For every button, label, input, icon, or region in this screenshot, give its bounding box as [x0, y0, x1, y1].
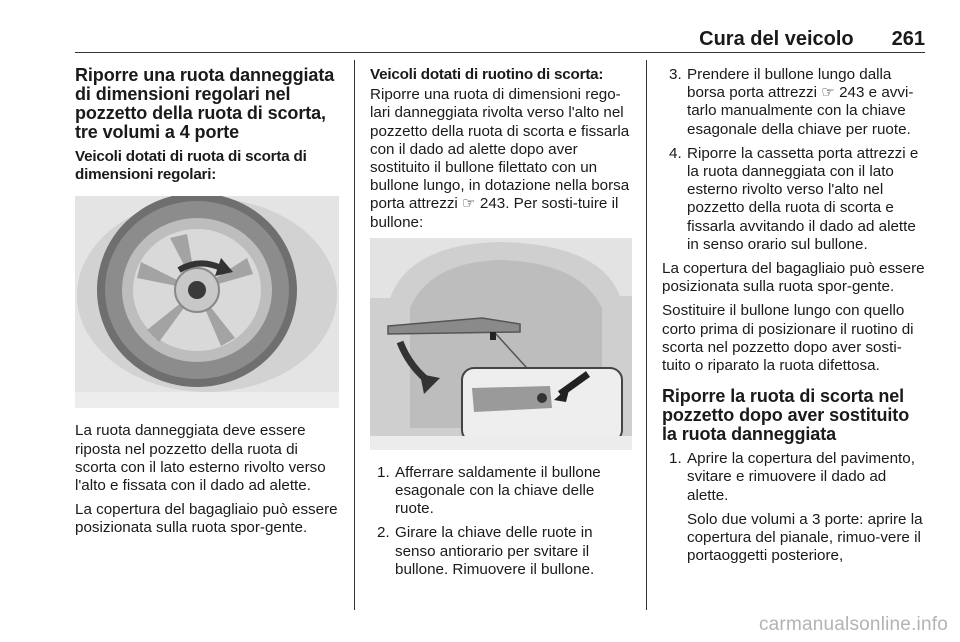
header-rule	[75, 52, 925, 53]
list-item-continuation: Solo due volumi a 3 porte: aprire la copertura del pianale, rimuo-vere il portaoggetti posteriore,	[687, 510, 923, 565]
paragraph-2: La copertura del bagagliaio può essere posizionata sulla ruota spor-gente.	[75, 501, 338, 537]
list-item: 1. Aprire la copertura del pavimento, svitare e rimuovere il dado ad alette. Solo due volumi a 3 porte: aprire la copertura del pianale, rimuo-vere il portaoggetti posteriore,	[662, 450, 926, 565]
intro-text-end: . Per sosti-tuire il bullone:	[370, 195, 619, 231]
paragraph-4: Sostituire il bullone lungo con quello corto prima di posizionare il ruotino di scorta nel pozzetto dopo aver sosti-tuito o riparato la ruota difettosa.	[662, 302, 914, 375]
page-number: 261	[891, 28, 925, 50]
list-item: 4. Riporre la cassetta porta attrezzi e la ruota danneggiata con il lato esterno rivolto verso l'alto nel pozzetto della ruota di scorta e fissarla avvitando il dado ad alette in senso orario sul bullone.	[669, 144, 919, 253]
steps-list-3	[662, 450, 926, 565]
list-item: 2. Girare la chiave delle ruote in senso antiorario per svitare il bullone. Rimuovere il bullone.	[377, 524, 595, 578]
page-reference-icon: ☞	[462, 195, 476, 213]
intro-text: Riporre una ruota di dimensioni rego-lari danneggiata rivolta verso l'alto nel pozzetto della ruota di scorta e fissarla con il dado ad alette dopo aver sostituito il bullone filettato con un bullone lungo, in dotazione nella borsa porta attrezzi	[370, 86, 630, 213]
page-reference-link[interactable]: 243	[479, 195, 506, 213]
intro-paragraph	[370, 86, 632, 232]
paragraph-1: La ruota danneggiata deve essere riposta nel pozzetto della ruota di scorta con il lato esterno rivolto verso l'alto e fissata con il dado ad alette.	[75, 422, 326, 495]
subheading-compact-spare: Veicoli dotati di ruotino di scorta:	[370, 66, 604, 83]
watermark: carmanualsonline.info	[758, 614, 948, 635]
section-title: Cura del veicolo	[699, 28, 854, 50]
list-item: 3. Prendere il bullone lungo dalla borsa porta attrezzi ☞ 243 e avvi-tarlo manualmente con la chiave esagonale della chiave per ruote.	[669, 66, 914, 138]
paragraph-3: La copertura del bagagliaio può essere posizionata sulla ruota spor-gente.	[662, 260, 925, 296]
section-heading-1: Riporre una ruota danneggiata di dimensioni regolari nel pozzetto della ruota di scorta, tre volumi a 4 porte	[75, 65, 335, 142]
column-2	[370, 66, 632, 585]
list-item: 1. Afferrare saldamente il bullone esagonale con la chiave delle ruote.	[377, 463, 601, 518]
steps-list-2	[662, 66, 926, 254]
page-reference-link[interactable]: 243	[839, 84, 865, 102]
page-header	[75, 28, 925, 52]
page-reference-icon: ☞	[821, 84, 835, 102]
column-divider-2	[646, 60, 647, 610]
steps-list-1	[370, 464, 632, 579]
subheading-full-size-spare: Veicoli dotati di ruota di scorta di dimensioni regolari:	[75, 148, 307, 184]
wheel-well-bolt-illustration	[370, 238, 632, 450]
spare-wheel-illustration	[75, 196, 339, 408]
column-3	[662, 66, 926, 571]
column-1	[75, 66, 341, 544]
section-heading-2: Riporre la ruota di scorta nel pozzetto dopo aver sostituito la ruota danneggiata	[662, 386, 910, 445]
column-divider-1	[354, 60, 355, 610]
